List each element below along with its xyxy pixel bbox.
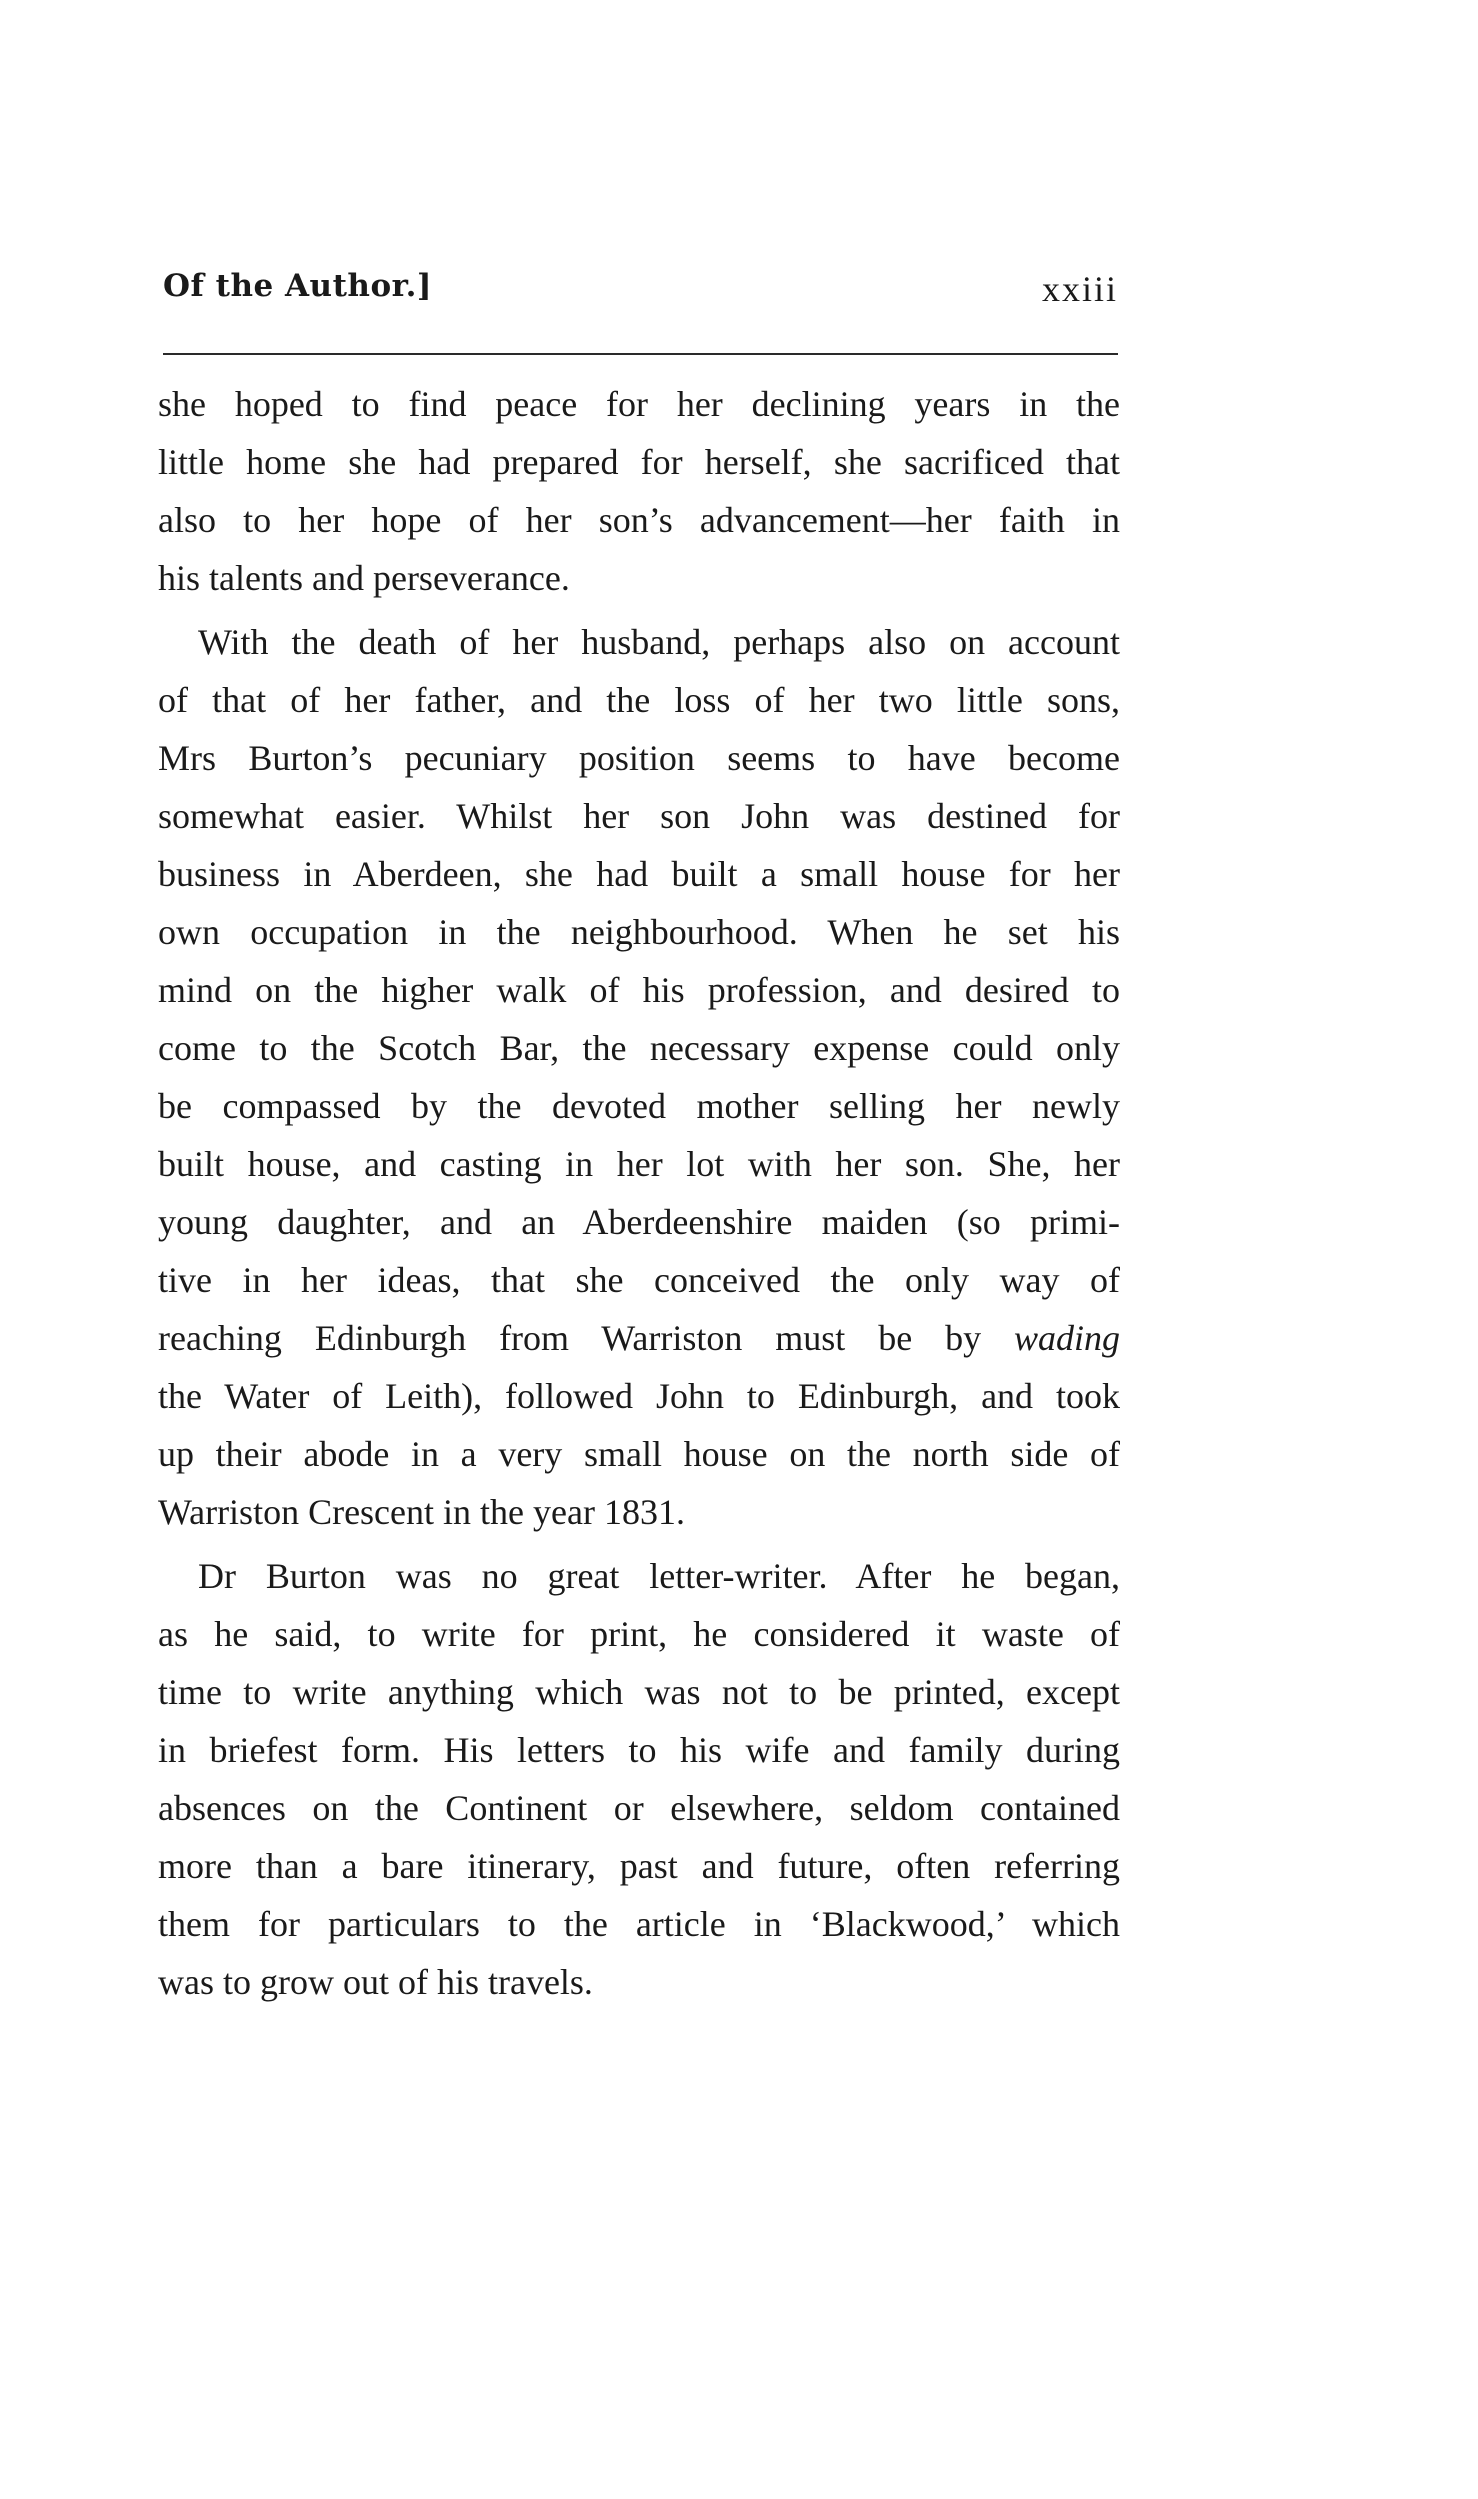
text-line: young daughter, and an Aberdeenshire maiden (so primi- <box>158 1202 1120 1242</box>
text-line: of that of her father, and the loss of her two little sons, <box>158 680 1120 720</box>
text-line: mind on the higher walk of his profession, and desired to <box>158 970 1120 1010</box>
header-rule <box>163 353 1118 355</box>
paragraph-3 <box>158 1547 1120 2011</box>
text-line: tive in her ideas, that she conceived the only way of <box>158 1260 1120 1300</box>
running-head <box>163 268 1118 328</box>
text-line: in briefest form. His letters to his wife and family during <box>158 1730 1120 1770</box>
body-text <box>158 375 1120 2011</box>
text-line: come to the Scotch Bar, the necessary expense could only <box>158 1028 1120 1068</box>
italic-word: wading <box>1013 1318 1120 1358</box>
text-line: the Water of Leith), followed John to Edinburgh, and took <box>158 1376 1120 1416</box>
text-line: his talents and perseverance. <box>158 558 570 598</box>
text-line: as he said, to write for print, he considered it waste of <box>158 1614 1120 1654</box>
text-line: more than a bare itinerary, past and future, often referring <box>158 1846 1120 1886</box>
text-line: she hoped to find peace for her declining years in the <box>158 384 1120 424</box>
text-line: Mrs Burton’s pecuniary position seems to have become <box>158 738 1120 778</box>
text-line: With the death of her husband, perhaps also on account <box>198 622 1120 662</box>
text-line: business in Aberdeen, she had built a small house for her <box>158 854 1120 894</box>
page-number: xxiii <box>1041 269 1118 309</box>
text-line: be compassed by the devoted mother selling her newly <box>158 1086 1120 1126</box>
text-line-with-italic <box>158 1309 1120 1367</box>
text-line: little home she had prepared for herself, she sacrificed that <box>158 442 1120 482</box>
text-line: time to write anything which was not to be printed, except <box>158 1672 1120 1712</box>
text-line: up their abode in a very small house on the north side of <box>158 1434 1120 1474</box>
text-line: them for particulars to the article in ‘Blackwood,’ which <box>158 1904 1120 1944</box>
text-line: Dr Burton was no great letter-writer. After he began, <box>198 1556 1120 1596</box>
text-line: somewhat easier. Whilst her son John was destined for <box>158 796 1120 836</box>
paragraph-1 <box>158 375 1120 607</box>
text-line: Warriston Crescent in the year 1831. <box>158 1492 685 1532</box>
text-line: was to grow out of his travels. <box>158 1962 593 2002</box>
text-line: built house, and casting in her lot with her son. She, her <box>158 1144 1120 1184</box>
paragraph-2 <box>158 613 1120 1541</box>
text-line: also to her hope of her son’s advancement—her faith in <box>158 500 1120 540</box>
text-line: own occupation in the neighbourhood. When he set his <box>158 912 1120 952</box>
text-line: absences on the Continent or elsewhere, seldom contained <box>158 1788 1120 1828</box>
text-line-part: reaching Edinburgh from Warriston must be by <box>158 1318 1014 1358</box>
running-head-title: Of the Author.] <box>163 268 433 304</box>
